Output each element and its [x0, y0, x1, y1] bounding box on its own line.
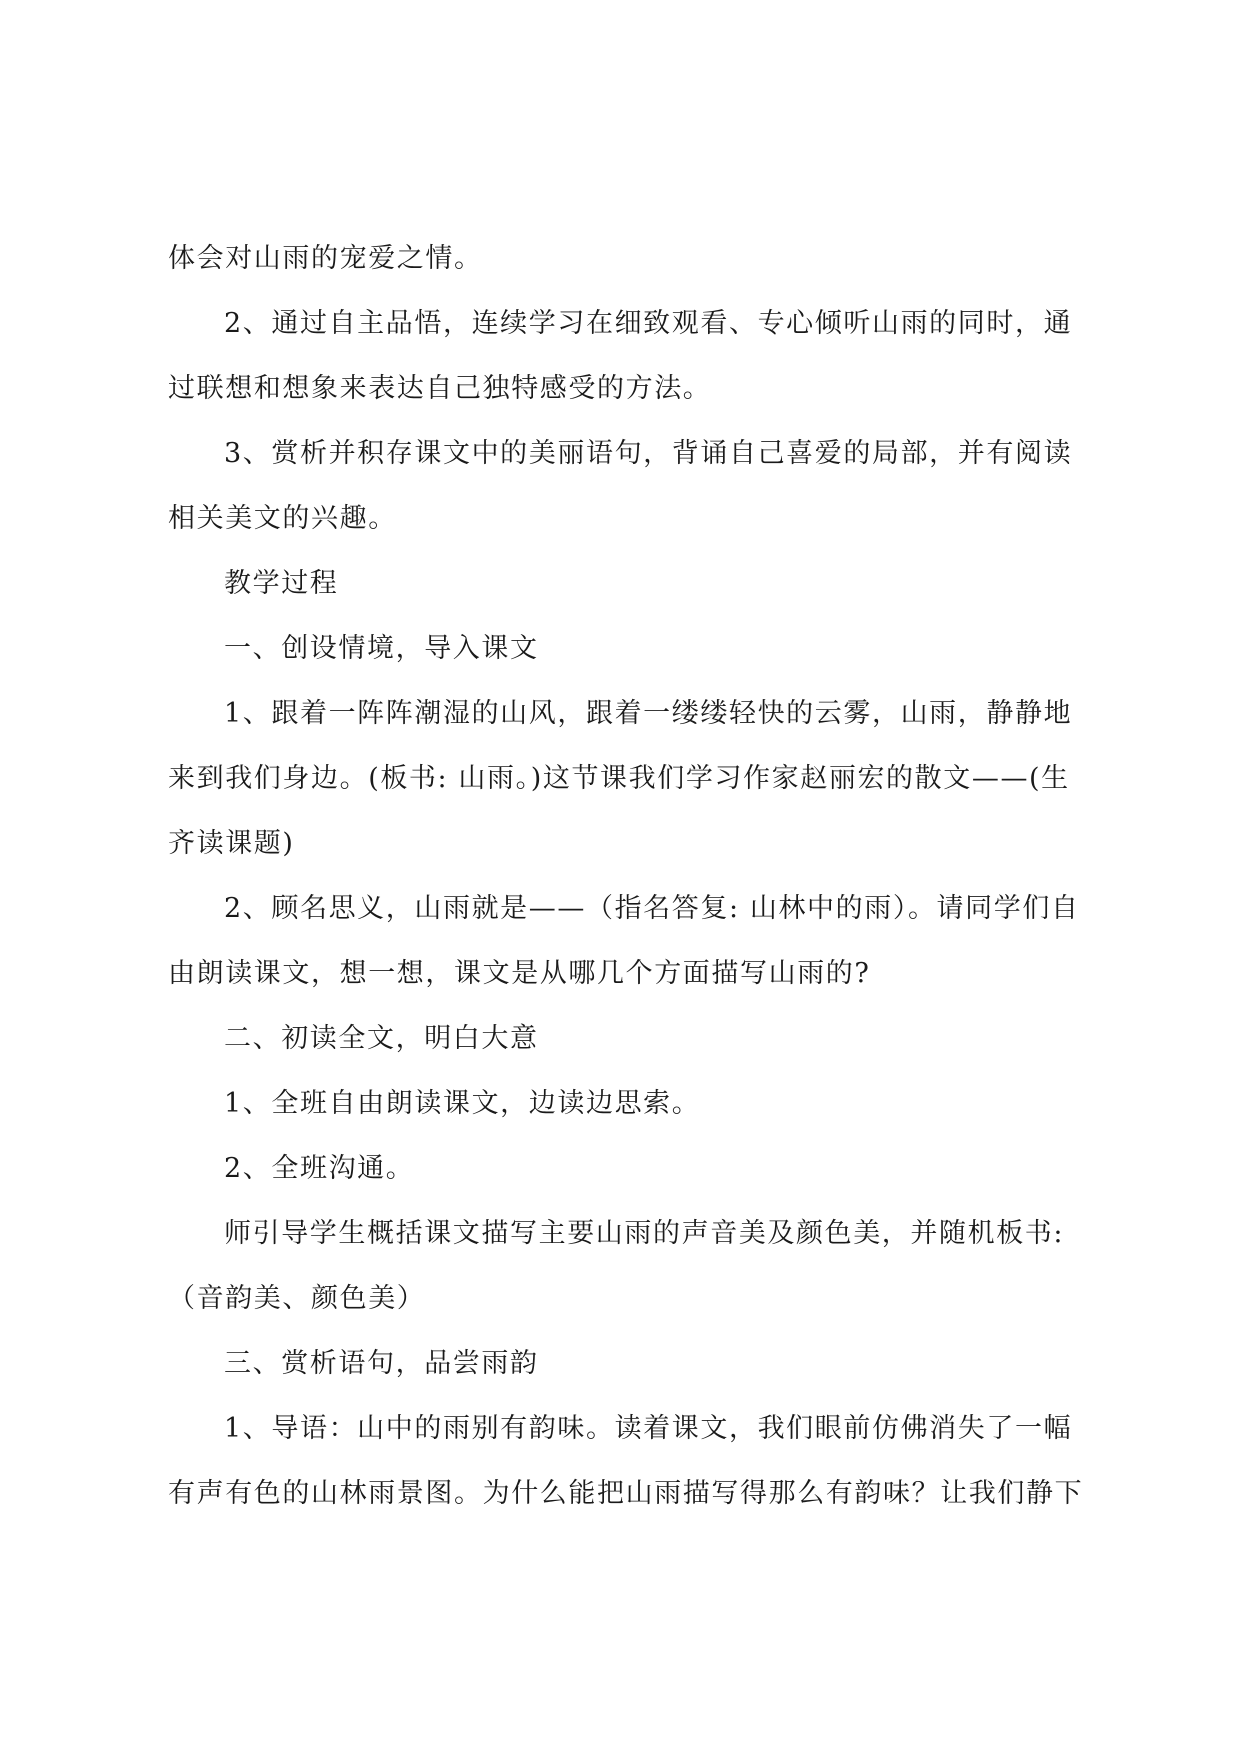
- text-line: 1、导语：山中的雨别有韵味。读着课文，我们眼前仿佛消失了一幅: [224, 1413, 1073, 1444]
- document-body: [168, 226, 1088, 1526]
- text-line: 由朗读课文，想一想，课文是从哪几个方面描写山雨的?: [168, 958, 871, 989]
- text-line: 来到我们身边。(板书: 山雨。)这节课我们学习作家赵丽宏的散文——(生: [168, 763, 1070, 794]
- text-line: 相关美文的兴趣。: [168, 503, 397, 534]
- text-line: 2、顾名思义，山雨就是——（指名答复: 山林中的雨）。请同学们自: [224, 893, 1080, 924]
- text-line: 体会对山雨的宠爱之情。: [168, 243, 483, 274]
- text-line: 齐读课题): [168, 828, 295, 859]
- text-line: 1、全班自由朗读课文，边读边思索。: [224, 1088, 701, 1119]
- text-line: 2、通过自主品悟，连续学习在细致观看、专心倾听山雨的同时，通: [224, 308, 1073, 339]
- text-line: 3、赏析并积存课文中的美丽语句，背诵自己喜爱的局部，并有阅读: [224, 438, 1073, 469]
- text-line: （音韵美、颜色美）: [168, 1283, 426, 1314]
- text-line: 1、跟着一阵阵潮湿的山风，跟着一缕缕轻快的云雾，山雨，静静地: [224, 698, 1073, 729]
- section-heading: 教学过程: [224, 568, 339, 599]
- text-line: 过联想和想象来表达自己独特感受的方法。: [168, 373, 712, 404]
- text-line: 有声有色的山林雨景图。为什么能把山雨描写得那么有韵味？让我们静下: [168, 1478, 1084, 1509]
- section-heading: 二、初读全文，明白大意: [224, 1023, 539, 1054]
- text-line: 师引导学生概括课文描写主要山雨的声音美及颜色美，并随机板书:: [224, 1218, 1065, 1249]
- section-heading: 一、创设情境，导入课文: [224, 633, 539, 664]
- text-line: 2、全班沟通。: [224, 1153, 415, 1184]
- section-heading: 三、赏析语句，品尝雨韵: [224, 1348, 539, 1379]
